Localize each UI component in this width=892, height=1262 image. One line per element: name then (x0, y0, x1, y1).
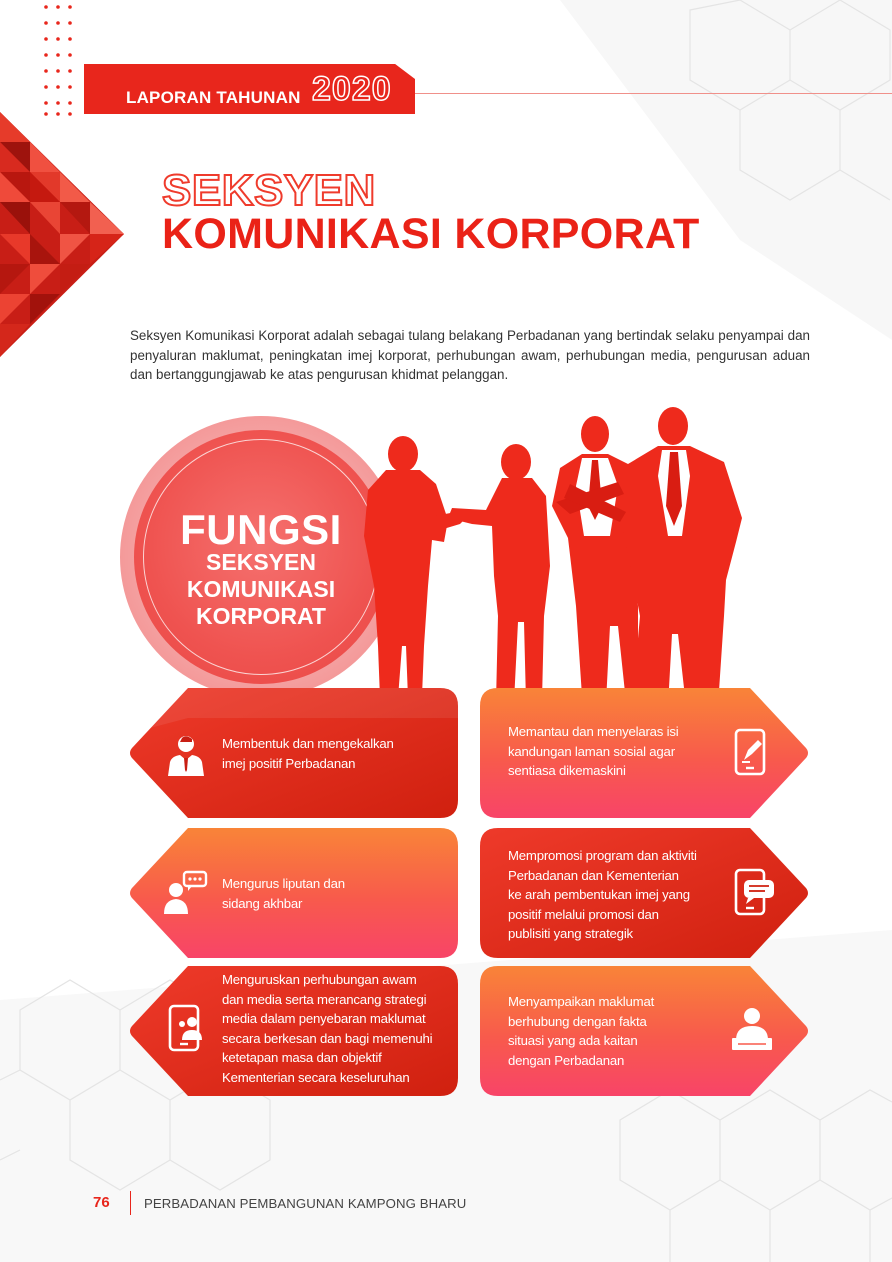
speech-user-icon (162, 868, 210, 916)
card-text-line: Kementerian secara keseluruhan (222, 1069, 410, 1085)
zigzag-decoration (0, 112, 124, 357)
card-text-line: sidang akhbar (222, 895, 303, 911)
card-text (222, 970, 432, 1087)
report-year: 2020 (312, 70, 392, 108)
header-rule (415, 93, 892, 94)
card-text-line: situasi yang ada kaitan (508, 1033, 638, 1048)
card-text-line: Mempromosi program dan aktiviti (508, 848, 697, 863)
footer-divider (130, 1191, 131, 1215)
card-text-line: Mengurus liputan dan (222, 876, 345, 891)
card-text (508, 846, 697, 944)
card-text (222, 734, 394, 773)
presenter-icon (728, 1004, 776, 1052)
card-text-line: positif melalui promosi dan (508, 906, 659, 922)
card-text-line: imej positif Perbadanan (222, 755, 356, 771)
tablet-pen-icon (728, 728, 776, 776)
function-card (480, 688, 810, 818)
fungsi-subtitle (134, 549, 388, 630)
card-text-line: dan media serta merancang strategi (222, 991, 427, 1007)
card-text-line: secara berkesan dan bagi memenuhi (222, 1030, 433, 1046)
fungsi-title: FUNGSI (180, 506, 342, 553)
fungsi-subtitle-line: KOMUNIKASI (186, 576, 336, 602)
section-title-outline: SEKSYEN (162, 166, 376, 215)
card-text-line: Memantau dan menyelaras isi (508, 724, 679, 739)
card-text (508, 722, 679, 781)
function-card (480, 966, 810, 1096)
card-text-line: Perbadanan dan Kementerian (508, 867, 679, 883)
fungsi-subtitle-line: SEKSYEN (206, 549, 316, 575)
function-card (128, 828, 458, 958)
card-text-line: dengan Perbadanan (508, 1052, 625, 1068)
card-text-line: berhubung dengan fakta (508, 1013, 647, 1029)
card-text-line: Membentuk dan mengekalkan (222, 736, 394, 751)
function-card (128, 688, 458, 818)
report-label: LAPORAN TAHUNAN (126, 88, 301, 107)
card-text (508, 992, 654, 1070)
tablet-chat-icon (728, 868, 776, 916)
function-card (480, 828, 810, 958)
intro-paragraph: Seksyen Komunikasi Korporat adalah sebagai tulang belakang Perbadanan yang bertindak selaku penyampai dan penyaluran maklumat, peningkatan imej korporat, perhubungan awam, perhubungan media, pengurusan aduan dan bertanggungjawab ke atas pengurusan khidmat pelanggan. (130, 328, 810, 382)
card-text-line: ketetapan masa dan objektif (222, 1050, 382, 1065)
function-card (128, 966, 458, 1096)
fungsi-subtitle-line: KORPORAT (196, 603, 326, 629)
user-icon (162, 730, 210, 778)
section-title: KOMUNIKASI KORPORAT (162, 210, 700, 258)
card-text-line: sentiasa dikemaskini (508, 763, 626, 778)
card-text-line: Menyampaikan maklumat (508, 994, 655, 1009)
businessmen-silhouette-illustration (356, 406, 756, 724)
card-text-line: kandungan laman sosial agar (508, 743, 675, 759)
page-number: 76 (93, 1194, 110, 1211)
card-text-line: media dalam penyebaran maklumat (222, 1011, 426, 1026)
tablet-user-icon (162, 1004, 210, 1052)
dot-grid-decoration (44, 4, 76, 116)
card-text-line: Menguruskan perhubungan awam (222, 972, 417, 987)
footer-organization: PERBADANAN PEMBANGUNAN KAMPONG BHARU (144, 1196, 467, 1211)
card-text-line: ke arah pembentukan imej yang (508, 887, 690, 902)
card-text (222, 874, 345, 913)
card-text-line: publisiti yang strategik (508, 926, 633, 941)
